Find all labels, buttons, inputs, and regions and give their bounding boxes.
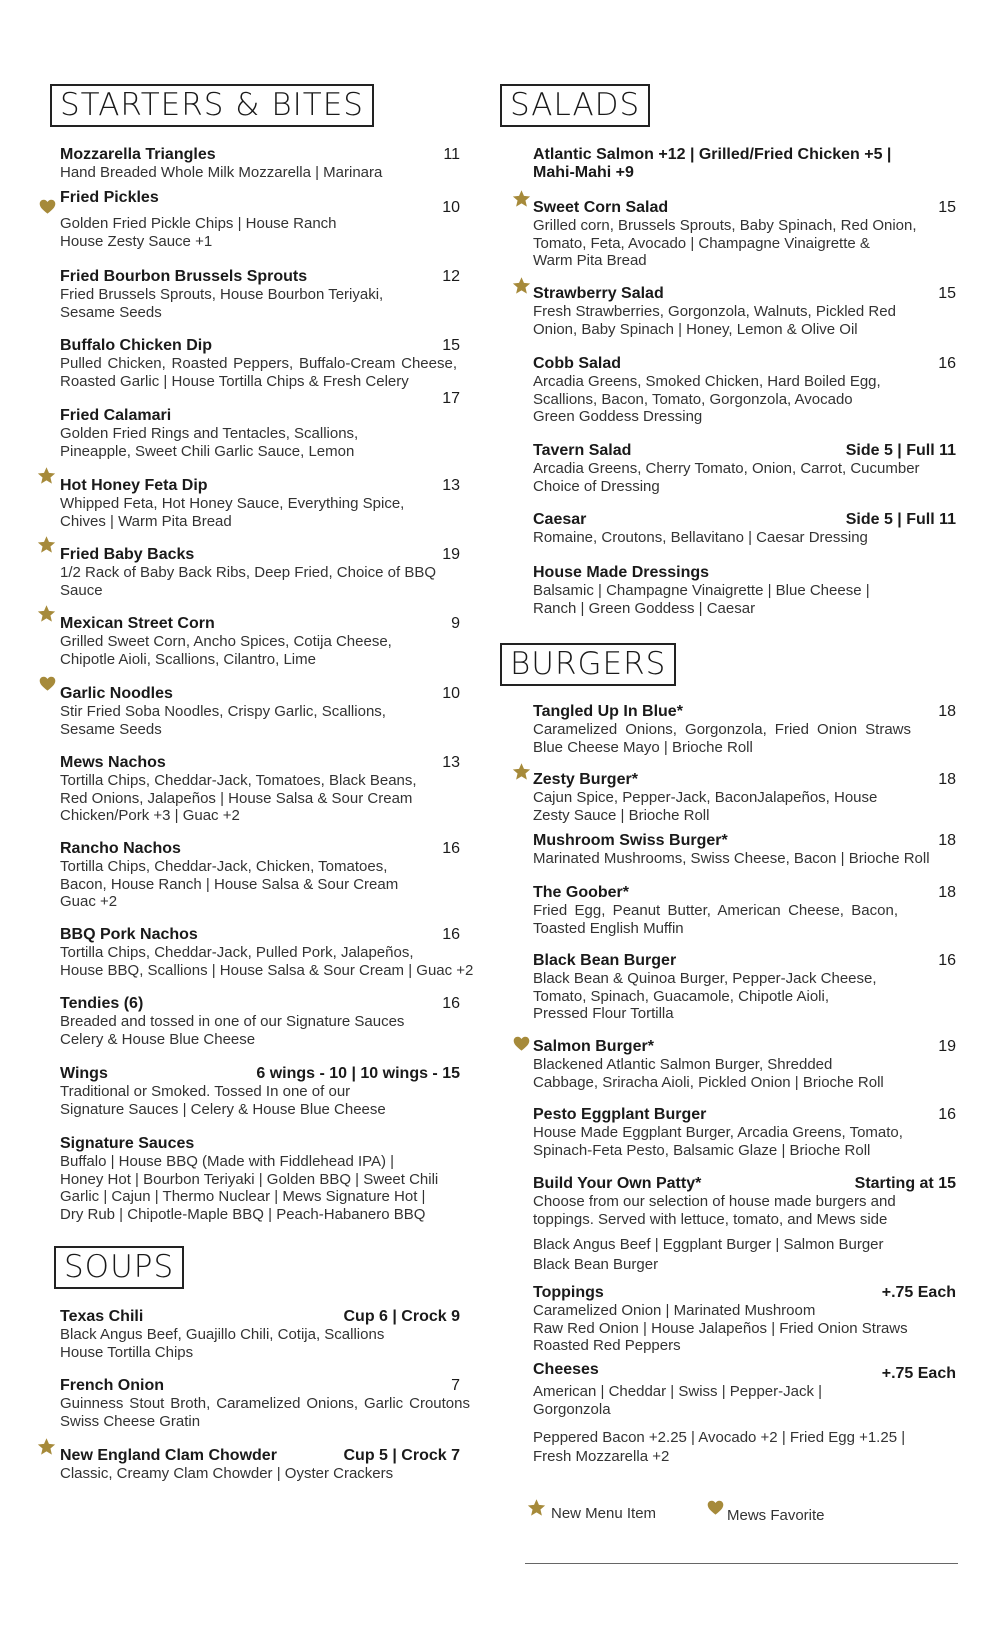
menu-item-salmon-burger bbox=[533, 1038, 953, 1091]
salads-heading: SALADS bbox=[500, 84, 650, 127]
menu-item-house-dressings bbox=[533, 564, 953, 617]
patty-option-line: Black Angus Beef | Eggplant Burger | Salmon Burger bbox=[533, 1236, 884, 1253]
heart-icon bbox=[513, 1036, 530, 1051]
item-price: 7 bbox=[451, 1377, 460, 1394]
item-desc: Grilled Sweet Corn, Ancho Spices, Cotija Cheese, bbox=[60, 633, 392, 650]
item-name: French Onion bbox=[60, 1377, 164, 1394]
item-desc: Onion, Baby Spinach | Honey, Lemon & Olive Oil bbox=[533, 320, 858, 338]
item-desc: Chipotle Aioli, Scallions, Cilantro, Lime bbox=[60, 650, 316, 668]
menu-item-fried-baby-backs bbox=[60, 546, 460, 599]
item-price: 19 bbox=[938, 1038, 956, 1055]
item-desc: Marinated Mushrooms, Swiss Cheese, Bacon | Brioche Roll bbox=[533, 850, 930, 867]
item-price: Cup 5 | Crock 7 bbox=[343, 1447, 460, 1464]
item-price: 13 bbox=[442, 477, 460, 494]
item-price: 10 bbox=[442, 199, 460, 216]
item-name: Garlic Noodles bbox=[60, 685, 173, 702]
item-name: Texas Chili bbox=[60, 1308, 144, 1325]
heart-icon bbox=[707, 1500, 724, 1515]
item-name: Rancho Nachos bbox=[60, 840, 181, 857]
item-desc: Cabbage, Sriracha Aioli, Pickled Onion | Brioche Roll bbox=[533, 1073, 884, 1091]
menu-item-cobb-salad bbox=[533, 355, 953, 426]
item-name: Tendies (6) bbox=[60, 995, 144, 1012]
starters-heading: STARTERS & BITES bbox=[50, 84, 374, 127]
item-price: +.75 Each bbox=[881, 1365, 956, 1382]
item-desc: Ranch | Green Goddess | Caesar bbox=[533, 599, 756, 617]
extras-line: Fresh Mozzarella +2 bbox=[533, 1448, 670, 1465]
item-name: House Made Dressings bbox=[533, 564, 710, 581]
item-name: Pesto Eggplant Burger bbox=[533, 1106, 707, 1123]
item-desc: Tortilla Chips, Cheddar-Jack, Pulled Pork, Jalapeños, bbox=[60, 944, 414, 961]
item-price: 18 bbox=[938, 771, 956, 788]
item-price: Side 5 | Full 11 bbox=[845, 511, 956, 528]
menu-item-french-onion bbox=[60, 1377, 470, 1430]
burgers-heading: BURGERS bbox=[500, 643, 676, 686]
item-desc: Guinness Stout Broth, Caramelized Onions, Garlic Croutons Swiss Cheese Gratin bbox=[60, 1395, 470, 1430]
item-desc: House Zesty Sauce +1 bbox=[60, 232, 213, 250]
item-price: 6 wings - 10 | 10 wings - 15 bbox=[256, 1065, 460, 1082]
menu-item-garlic-noodles bbox=[60, 685, 460, 738]
item-desc: Buffalo | House BBQ (Made with Fiddlehead IPA) | bbox=[60, 1153, 395, 1170]
item-desc: House Made Eggplant Burger, Arcadia Greens, Tomato, bbox=[533, 1124, 903, 1141]
item-desc: Red Onions, Jalapeños | House Salsa & Sour Cream bbox=[60, 789, 413, 807]
item-price: Side 5 | Full 11 bbox=[845, 442, 956, 459]
star-icon bbox=[37, 604, 56, 623]
item-desc: Roasted Red Peppers bbox=[533, 1337, 681, 1354]
item-name: Fried Pickles bbox=[60, 189, 159, 206]
item-desc: Balsamic | Champagne Vinaigrette | Blue Cheese | bbox=[533, 582, 870, 599]
item-price: 18 bbox=[938, 703, 956, 720]
item-price: 11 bbox=[443, 146, 460, 163]
item-desc: Green Goddess Dressing bbox=[533, 408, 703, 425]
legend-favorite: Mews Favorite bbox=[727, 1507, 825, 1524]
item-desc: Black Angus Beef, Guajillo Chili, Cotija, Scallions bbox=[60, 1326, 385, 1343]
salad-addons bbox=[533, 146, 943, 182]
item-desc: Celery & House Blue Cheese bbox=[60, 1030, 256, 1048]
item-price: 15 bbox=[442, 337, 460, 354]
star-icon bbox=[512, 189, 531, 208]
item-desc: Guac +2 bbox=[60, 893, 118, 910]
menu-item-mushroom-swiss-burger bbox=[533, 832, 958, 868]
item-desc: Chives | Warm Pita Bread bbox=[60, 512, 232, 530]
item-desc: Bacon, House Ranch | House Salsa & Sour Cream bbox=[60, 875, 399, 893]
item-desc: Grilled corn, Brussels Sprouts, Baby Spinach, Red Onion, bbox=[533, 217, 917, 234]
item-desc: Golden Fried Rings and Tentacles, Scallions, bbox=[60, 425, 359, 442]
item-desc: Breaded and tossed in one of our Signature Sauces bbox=[60, 1013, 405, 1030]
item-name: Mushroom Swiss Burger* bbox=[533, 832, 728, 849]
item-desc: House Tortilla Chips bbox=[60, 1343, 194, 1361]
item-desc: Warm Pita Bread bbox=[533, 252, 647, 269]
item-name: Tavern Salad bbox=[533, 442, 632, 459]
item-desc: Fried Brussels Sprouts, House Bourbon Teriyaki, bbox=[60, 286, 384, 303]
item-desc: Gorgonzola bbox=[533, 1400, 611, 1418]
item-desc: Signature Sauces | Celery & House Blue Cheese bbox=[60, 1100, 386, 1118]
item-name: Hot Honey Feta Dip bbox=[60, 477, 208, 494]
heart-icon bbox=[39, 676, 56, 691]
menu-item-brussels-sprouts bbox=[60, 268, 460, 321]
item-desc: Blackened Atlantic Salmon Burger, Shredded bbox=[533, 1056, 833, 1073]
item-desc: Tortilla Chips, Cheddar-Jack, Tomatoes, Black Beans, bbox=[60, 772, 417, 789]
item-price: 12 bbox=[442, 268, 460, 285]
item-name: Cheeses bbox=[533, 1361, 599, 1378]
item-price: 16 bbox=[938, 355, 956, 372]
item-desc: Arcadia Greens, Smoked Chicken, Hard Boiled Egg, bbox=[533, 373, 881, 390]
item-name: Toppings bbox=[533, 1284, 604, 1301]
menu-item-signature-sauces bbox=[60, 1135, 480, 1223]
item-desc: Pulled Chicken, Roasted Peppers, Buffalo-Cream Cheese, Roasted Garlic | House Tortilla Chips & Fresh Celery bbox=[60, 355, 457, 390]
item-name: BBQ Pork Nachos bbox=[60, 926, 198, 943]
menu-item-strawberry-salad bbox=[533, 285, 953, 338]
item-name: Cobb Salad bbox=[533, 355, 622, 372]
menu-item-pesto-eggplant-burger bbox=[533, 1106, 953, 1159]
item-name: Tangled Up In Blue* bbox=[533, 703, 683, 720]
item-desc: Whipped Feta, Hot Honey Sauce, Everything Spice, bbox=[60, 495, 405, 512]
item-desc: American | Cheddar | Swiss | Pepper-Jack | bbox=[533, 1383, 823, 1400]
item-desc: toppings. Served with lettuce, tomato, and Mews side bbox=[533, 1210, 888, 1228]
item-price: 13 bbox=[442, 754, 460, 771]
addon-line: Atlantic Salmon +12 | Grilled/Fried Chicken +5 | bbox=[533, 146, 892, 163]
item-price: Cup 6 | Crock 9 bbox=[343, 1308, 460, 1325]
item-name: Fried Bourbon Brussels Sprouts bbox=[60, 268, 308, 285]
item-price: +.75 Each bbox=[881, 1284, 956, 1301]
item-price: 18 bbox=[938, 832, 956, 849]
item-name: Signature Sauces bbox=[60, 1135, 195, 1152]
item-name: Zesty Burger* bbox=[533, 771, 638, 788]
item-desc: Pressed Flour Tortilla bbox=[533, 1005, 674, 1022]
soups-heading: SOUPS bbox=[54, 1246, 184, 1289]
item-desc: Sauce bbox=[60, 581, 103, 599]
menu-item-mozzarella-triangles bbox=[60, 146, 460, 182]
patty-options bbox=[533, 1235, 958, 1275]
menu-item-fried-pickles bbox=[60, 189, 460, 250]
burger-extras bbox=[533, 1428, 958, 1466]
menu-item-mews-nachos bbox=[60, 754, 460, 825]
star-icon bbox=[512, 762, 531, 781]
item-desc: Chicken/Pork +3 | Guac +2 bbox=[60, 807, 240, 824]
item-desc: Caramelized Onion | Marinated Mushroom bbox=[533, 1302, 816, 1319]
item-price: 17 bbox=[442, 390, 460, 407]
item-desc: Fresh Strawberries, Gorgonzola, Walnuts, Pickled Red bbox=[533, 303, 896, 320]
item-name: Mews Nachos bbox=[60, 754, 166, 771]
item-desc: Tortilla Chips, Cheddar-Jack, Chicken, Tomatoes, bbox=[60, 858, 388, 875]
item-desc: Black Bean & Quinoa Burger, Pepper-Jack Cheese, bbox=[533, 970, 877, 987]
addon-line: Mahi-Mahi +9 bbox=[533, 164, 634, 181]
item-desc: Traditional or Smoked. Tossed In one of our bbox=[60, 1083, 351, 1100]
star-icon bbox=[527, 1498, 546, 1517]
item-desc: Choose from our selection of house made burgers and bbox=[533, 1193, 896, 1210]
item-name: Wings bbox=[60, 1065, 108, 1082]
menu-item-bbq-pork-nachos bbox=[60, 926, 480, 979]
item-name: Salmon Burger* bbox=[533, 1038, 654, 1055]
item-price: 9 bbox=[451, 615, 460, 632]
item-desc: Hand Breaded Whole Milk Mozzarella | Marinara bbox=[60, 164, 383, 181]
item-desc: Garlic | Cajun | Thermo Nuclear | Mews Signature Hot | bbox=[60, 1188, 426, 1205]
heart-icon bbox=[39, 199, 56, 214]
item-desc: Zesty Sauce | Brioche Roll bbox=[533, 806, 710, 824]
menu-item-fried-calamari bbox=[60, 407, 460, 460]
item-desc: Cajun Spice, Pepper-Jack, BaconJalapeños, House bbox=[533, 789, 878, 806]
item-desc: House BBQ, Scallions | House Salsa & Sour Cream | Guac +2 bbox=[60, 961, 474, 979]
item-name: Fried Baby Backs bbox=[60, 546, 195, 563]
item-name: Caesar bbox=[533, 511, 587, 528]
item-name: New England Clam Chowder bbox=[60, 1447, 277, 1464]
item-desc: Fried Egg, Peanut Butter, American Cheese, Bacon, Toasted English Muffin bbox=[533, 902, 898, 937]
menu-item-tangled-up-in-blue bbox=[533, 703, 911, 756]
menu-item-hot-honey-feta-dip bbox=[60, 477, 460, 530]
item-name: The Goober* bbox=[533, 884, 630, 901]
item-desc: Sesame Seeds bbox=[60, 720, 162, 738]
menu-item-the-goober bbox=[533, 884, 898, 937]
item-name: Fried Calamari bbox=[60, 407, 172, 424]
item-desc: Caramelized Onions, Gorgonzola, Fried Onion Straws Blue Cheese Mayo | Brioche Roll bbox=[533, 721, 911, 756]
item-price: 15 bbox=[938, 199, 956, 216]
item-desc: Golden Fried Pickle Chips | House Ranch bbox=[60, 215, 337, 232]
item-desc: Classic, Creamy Clam Chowder | Oyster Crackers bbox=[60, 1465, 394, 1482]
item-name: Buffalo Chicken Dip bbox=[60, 337, 213, 354]
item-desc: Tomato, Feta, Avocado | Champagne Vinaigrette & bbox=[533, 234, 870, 252]
extras-line: Peppered Bacon +2.25 | Avocado +2 | Fried Egg +1.25 | bbox=[533, 1429, 906, 1446]
item-name: Mozzarella Triangles bbox=[60, 146, 216, 163]
item-name: Build Your Own Patty* bbox=[533, 1175, 702, 1192]
item-name: Sweet Corn Salad bbox=[533, 199, 669, 216]
item-desc: Sesame Seeds bbox=[60, 303, 162, 321]
menu-item-zesty-burger bbox=[533, 771, 953, 824]
star-icon bbox=[37, 466, 56, 485]
star-icon bbox=[37, 1437, 56, 1456]
item-price: 15 bbox=[938, 285, 956, 302]
item-price: 16 bbox=[938, 1106, 956, 1123]
item-desc: Romaine, Croutons, Bellavitano | Caesar Dressing bbox=[533, 529, 868, 546]
menu-item-buffalo-chicken-dip bbox=[60, 337, 457, 390]
menu-item-sweet-corn-salad bbox=[533, 199, 953, 270]
item-name: Black Bean Burger bbox=[533, 952, 677, 969]
item-price: 16 bbox=[442, 840, 460, 857]
patty-option-line: Black Bean Burger bbox=[533, 1256, 659, 1273]
item-desc: Dry Rub | Chipotle-Maple BBQ | Peach-Habanero BBQ bbox=[60, 1205, 426, 1223]
legend-divider bbox=[525, 1563, 958, 1564]
item-desc: Spinach-Feta Pesto, Balsamic Glaze | Brioche Roll bbox=[533, 1141, 871, 1159]
item-desc: Stir Fried Soba Noodles, Crispy Garlic, Scallions, bbox=[60, 703, 386, 720]
item-price: Starting at 15 bbox=[854, 1175, 956, 1192]
item-desc: Pineapple, Sweet Chili Garlic Sauce, Lemon bbox=[60, 442, 355, 460]
item-desc: Tomato, Spinach, Guacamole, Chipotle Aioli, bbox=[533, 987, 829, 1005]
item-name: Strawberry Salad bbox=[533, 285, 664, 302]
item-price: 16 bbox=[938, 952, 956, 969]
item-desc: 1/2 Rack of Baby Back Ribs, Deep Fried, Choice of BBQ bbox=[60, 564, 437, 581]
item-desc: Scallions, Bacon, Tomato, Gorgonzola, Avocado bbox=[533, 390, 853, 408]
menu-item-black-bean-burger bbox=[533, 952, 953, 1023]
item-desc: Honey Hot | Bourbon Teriyaki | Golden BBQ | Sweet Chili bbox=[60, 1170, 439, 1188]
item-price: 19 bbox=[442, 546, 460, 563]
menu-item-mexican-street-corn bbox=[60, 615, 460, 668]
item-desc: Raw Red Onion | House Jalapeños | Fried Onion Straws bbox=[533, 1319, 908, 1337]
item-name: Mexican Street Corn bbox=[60, 615, 215, 632]
item-price: 16 bbox=[442, 995, 460, 1012]
menu-item-rancho-nachos bbox=[60, 840, 460, 911]
item-desc: Arcadia Greens, Cherry Tomato, Onion, Carrot, Cucumber bbox=[533, 460, 920, 477]
legend-new-item: New Menu Item bbox=[551, 1505, 657, 1522]
star-icon bbox=[37, 535, 56, 554]
item-price: 10 bbox=[442, 685, 460, 702]
item-price: 18 bbox=[938, 884, 956, 901]
star-icon bbox=[512, 276, 531, 295]
menu-item-tendies bbox=[60, 995, 460, 1048]
item-price: 16 bbox=[442, 926, 460, 943]
item-desc: Choice of Dressing bbox=[533, 477, 660, 495]
